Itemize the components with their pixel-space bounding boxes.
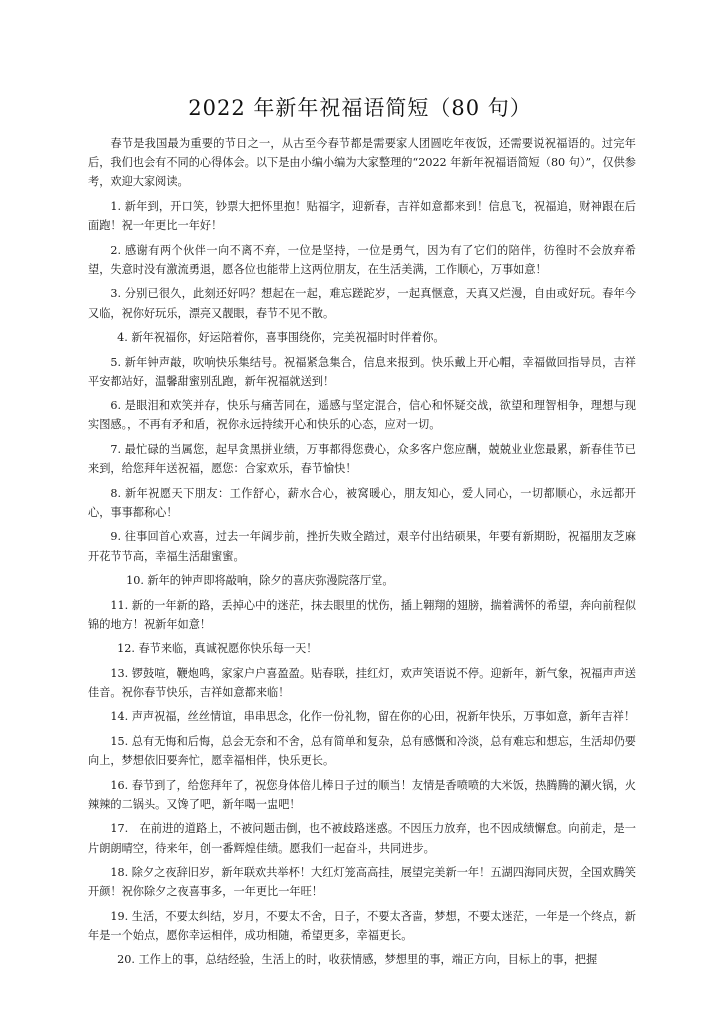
- greeting-item-16: 16. 春节到了，给您拜年了，祝您身体倍儿棒日子过的顺当！友情是香喷喷的大米饭，热腾腾的涮火锅，火辣辣的二锅头。又馋了吧，新年喝一盅吧！: [88, 778, 636, 811]
- greeting-item-8: 8. 新年祝愿天下朋友：工作舒心，薪水合心，被窝暖心，朋友知心，爱人同心，一切都顺心，永远都开心，事事都称心！: [88, 486, 636, 519]
- greeting-item-7: 7. 最忙碌的当属您，起早贪黑拼业绩，万事都得您费心，众多客户您应酬，兢兢业业您最累，新春佳节已来到，给您拜年送祝福，愿您：合家欢乐，春节愉快！: [88, 442, 636, 476]
- document-body: [88, 134, 636, 975]
- greeting-item-6: 6. 是眼泪和欢笑并存，快乐与痛苦同在，遥感与坚定混合，信心和怀疑交战，欲望和理智相争，理想与现实图感。，不再有矛和盾，祝你永远持续开心和快乐的心态，应对一切。: [88, 399, 636, 432]
- greeting-item-15: 15. 总有无悔和后悔，总会无奈和不舍，总有简单和复杂，总有感慨和冷淡，总有难忘和想忘，生活却仍要向上，梦想依旧要奔忙，愿幸福相伴，快乐更长。: [88, 734, 636, 768]
- greeting-item-2: 2. 感谢有两个伙伴一向不离不弃，一位是坚持，一位是勇气，因为有了它们的陪伴，彷徨时不会放弃希望，失意时没有激流勇退，愿各位也能带上这两位朋友，在生活美满，工作顺心，万事如意！: [88, 243, 636, 276]
- greeting-item-19: 19. 生活，不要太纠结，岁月，不要太不舍，日子，不要太吝啬，梦想，不要太迷茫，一年是一个终点，新年是一个始点，愿你幸运相伴，成功相随，希望更多，幸福更长。: [88, 909, 636, 942]
- greeting-item-20: 20. 工作上的事，总结经验，生活上的时，收获情感，梦想里的事，端正方向，目标上的事，把握: [117, 953, 598, 967]
- greeting-item-5: 5. 新年钟声敲，吹响快乐集结号。祝福紧急集合，信息来报到。快乐戴上开心帽，幸福做回指导员，吉祥平安都站好，温馨甜蜜别乱跑，新年祝福就送到！: [88, 355, 636, 388]
- greeting-item-17: 17. 在前进的道路上，不被问题击倒，也不被歧路迷惑。不因压力放弃，也不因成绩懈怠。向前走，是一片朗朗晴空，待来年，创一番辉煌佳绩。愿我们一起奋斗，共同进步。: [88, 822, 636, 855]
- greeting-item-4: 4. 新年祝福你，好运陪着你，喜事围绕你，完美祝福时时伴着你。: [117, 331, 445, 345]
- greeting-item-9: 9. 往事回首心欢喜，过去一年阔步前，挫折失败全踏过，艰辛付出结硕果，年要有新期盼，祝福朋友芝麻开花节节高，幸福生活甜蜜蜜。: [88, 530, 636, 563]
- intro-paragraph: 春节是我国最为重要的节日之一，从古至今春节都是需要家人团圆吃年夜饭，还需要说祝福语的。过完年后，我们也会有不同的心得体会。以下是由小编小编为大家整理的“2022 年新年祝福语简短（80 句）”，仅供参考，欢迎大家阅读。: [88, 137, 636, 189]
- greeting-item-14: 14. 声声祝福，丝丝情谊，串串思念，化作一份礼物，留在你的心田，祝新年快乐，万事如意，新年吉祥！: [110, 710, 636, 724]
- greeting-item-3: 3. 分别已很久，此刻还好吗？想起在一起，难忘蹉跎岁，一起真惬意，天真又烂漫，自由或好玩。春年今又临，祝你好玩乐，漂亮又靓眼，春节不见不散。: [88, 287, 636, 320]
- greeting-item-18: 18. 除夕之夜辞旧岁，新年联欢共举杯！大红灯笼高高挂，展望完美新一年！五湖四海同庆贺，全国欢腾笑开颜！祝你除夕之夜喜事多，一年更比一年旺！: [88, 866, 636, 899]
- greeting-item-13: 13. 锣鼓喧，鞭炮鸣，家家户户喜盈盈。贴春联，挂红灯，欢声笑语说不停。迎新年，新气象，祝福声声送佳音。祝你春节快乐，吉祥如意都来临！: [88, 666, 636, 699]
- greeting-item-10: 10. 新年的钟声即将敲响，除夕的喜庆弥漫院落厅堂。: [126, 574, 394, 588]
- document-title: 2022 年新年祝福语简短（80 句）: [188, 96, 532, 120]
- greeting-item-11: 11. 新的一年新的路，丢掉心中的迷茫，抹去眼里的忧伤，插上翱翔的翅膀，揣着满怀的希望，奔向前程似锦的地方！祝新年如意！: [88, 598, 636, 631]
- greeting-item-1: 1. 新年到，开口笑，钞票大把怀里抱！贴福字，迎新春，吉祥如意都来到！信息飞，祝福追，财神跟在后面跑！祝一年更比一年好！: [88, 199, 636, 233]
- greeting-item-12: 12. 春节来临，真诚祝愿你快乐每一天！: [117, 642, 318, 656]
